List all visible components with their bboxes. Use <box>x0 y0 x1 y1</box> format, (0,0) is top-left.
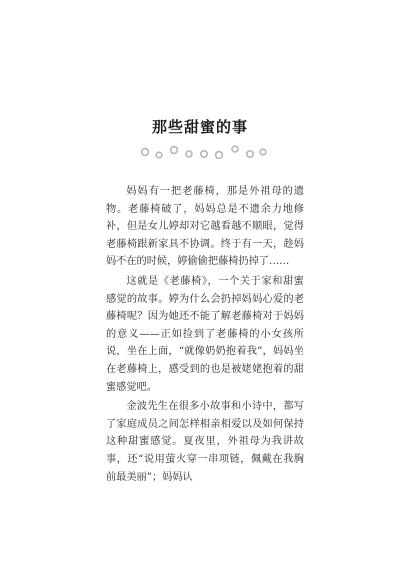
paragraph-3: 金波先生在很多小故事和小诗中，都写了家庭成员之间怎样相亲相爱以及如何保持这种甜蜜感觉。夏夜里，外祖母为我讲故事，还“说用萤火穿一串项链，佩戴在我胸前最美丽”；妈妈认 <box>106 401 304 483</box>
chapter-title: 那些甜蜜的事 <box>151 118 248 136</box>
ornament-circle <box>156 152 162 158</box>
paragraph-2: 这就是《老藤椅》，一个关于家和甜蜜感觉的故事。婷为什么会扔掉妈妈心爱的老藤椅呢？因为她还不能了解老藤椅对于妈妈的意义——正如捡到了老藤椅的小女孩所说，坐在上面，“就像奶奶抱着我”，妈妈坐在老藤椅上，感受到的也是被姥姥抱着的甜蜜感觉吧。 <box>106 275 304 393</box>
ornament-circle <box>260 149 266 155</box>
ornament-circle <box>142 149 149 156</box>
ornament-circle <box>232 146 238 152</box>
ornament-circle <box>171 147 178 154</box>
ornament-circle <box>247 151 253 157</box>
ornament-circle <box>186 151 192 157</box>
body-text <box>106 183 304 488</box>
circle-ornament-icon <box>138 143 268 159</box>
ornament-circle <box>216 152 223 159</box>
paragraph-1: 妈妈有一把老藤椅，那是外祖母的遗物。老藤椅破了，妈妈总是不遗余力地修补，但是女儿婷却对它越看越不顺眼，觉得老藤椅跟新家具不协调。终于有一天，趁妈妈不在的时候，婷偷偷把藤椅扔掉了…… <box>106 186 304 268</box>
ornament-circle <box>201 151 207 157</box>
